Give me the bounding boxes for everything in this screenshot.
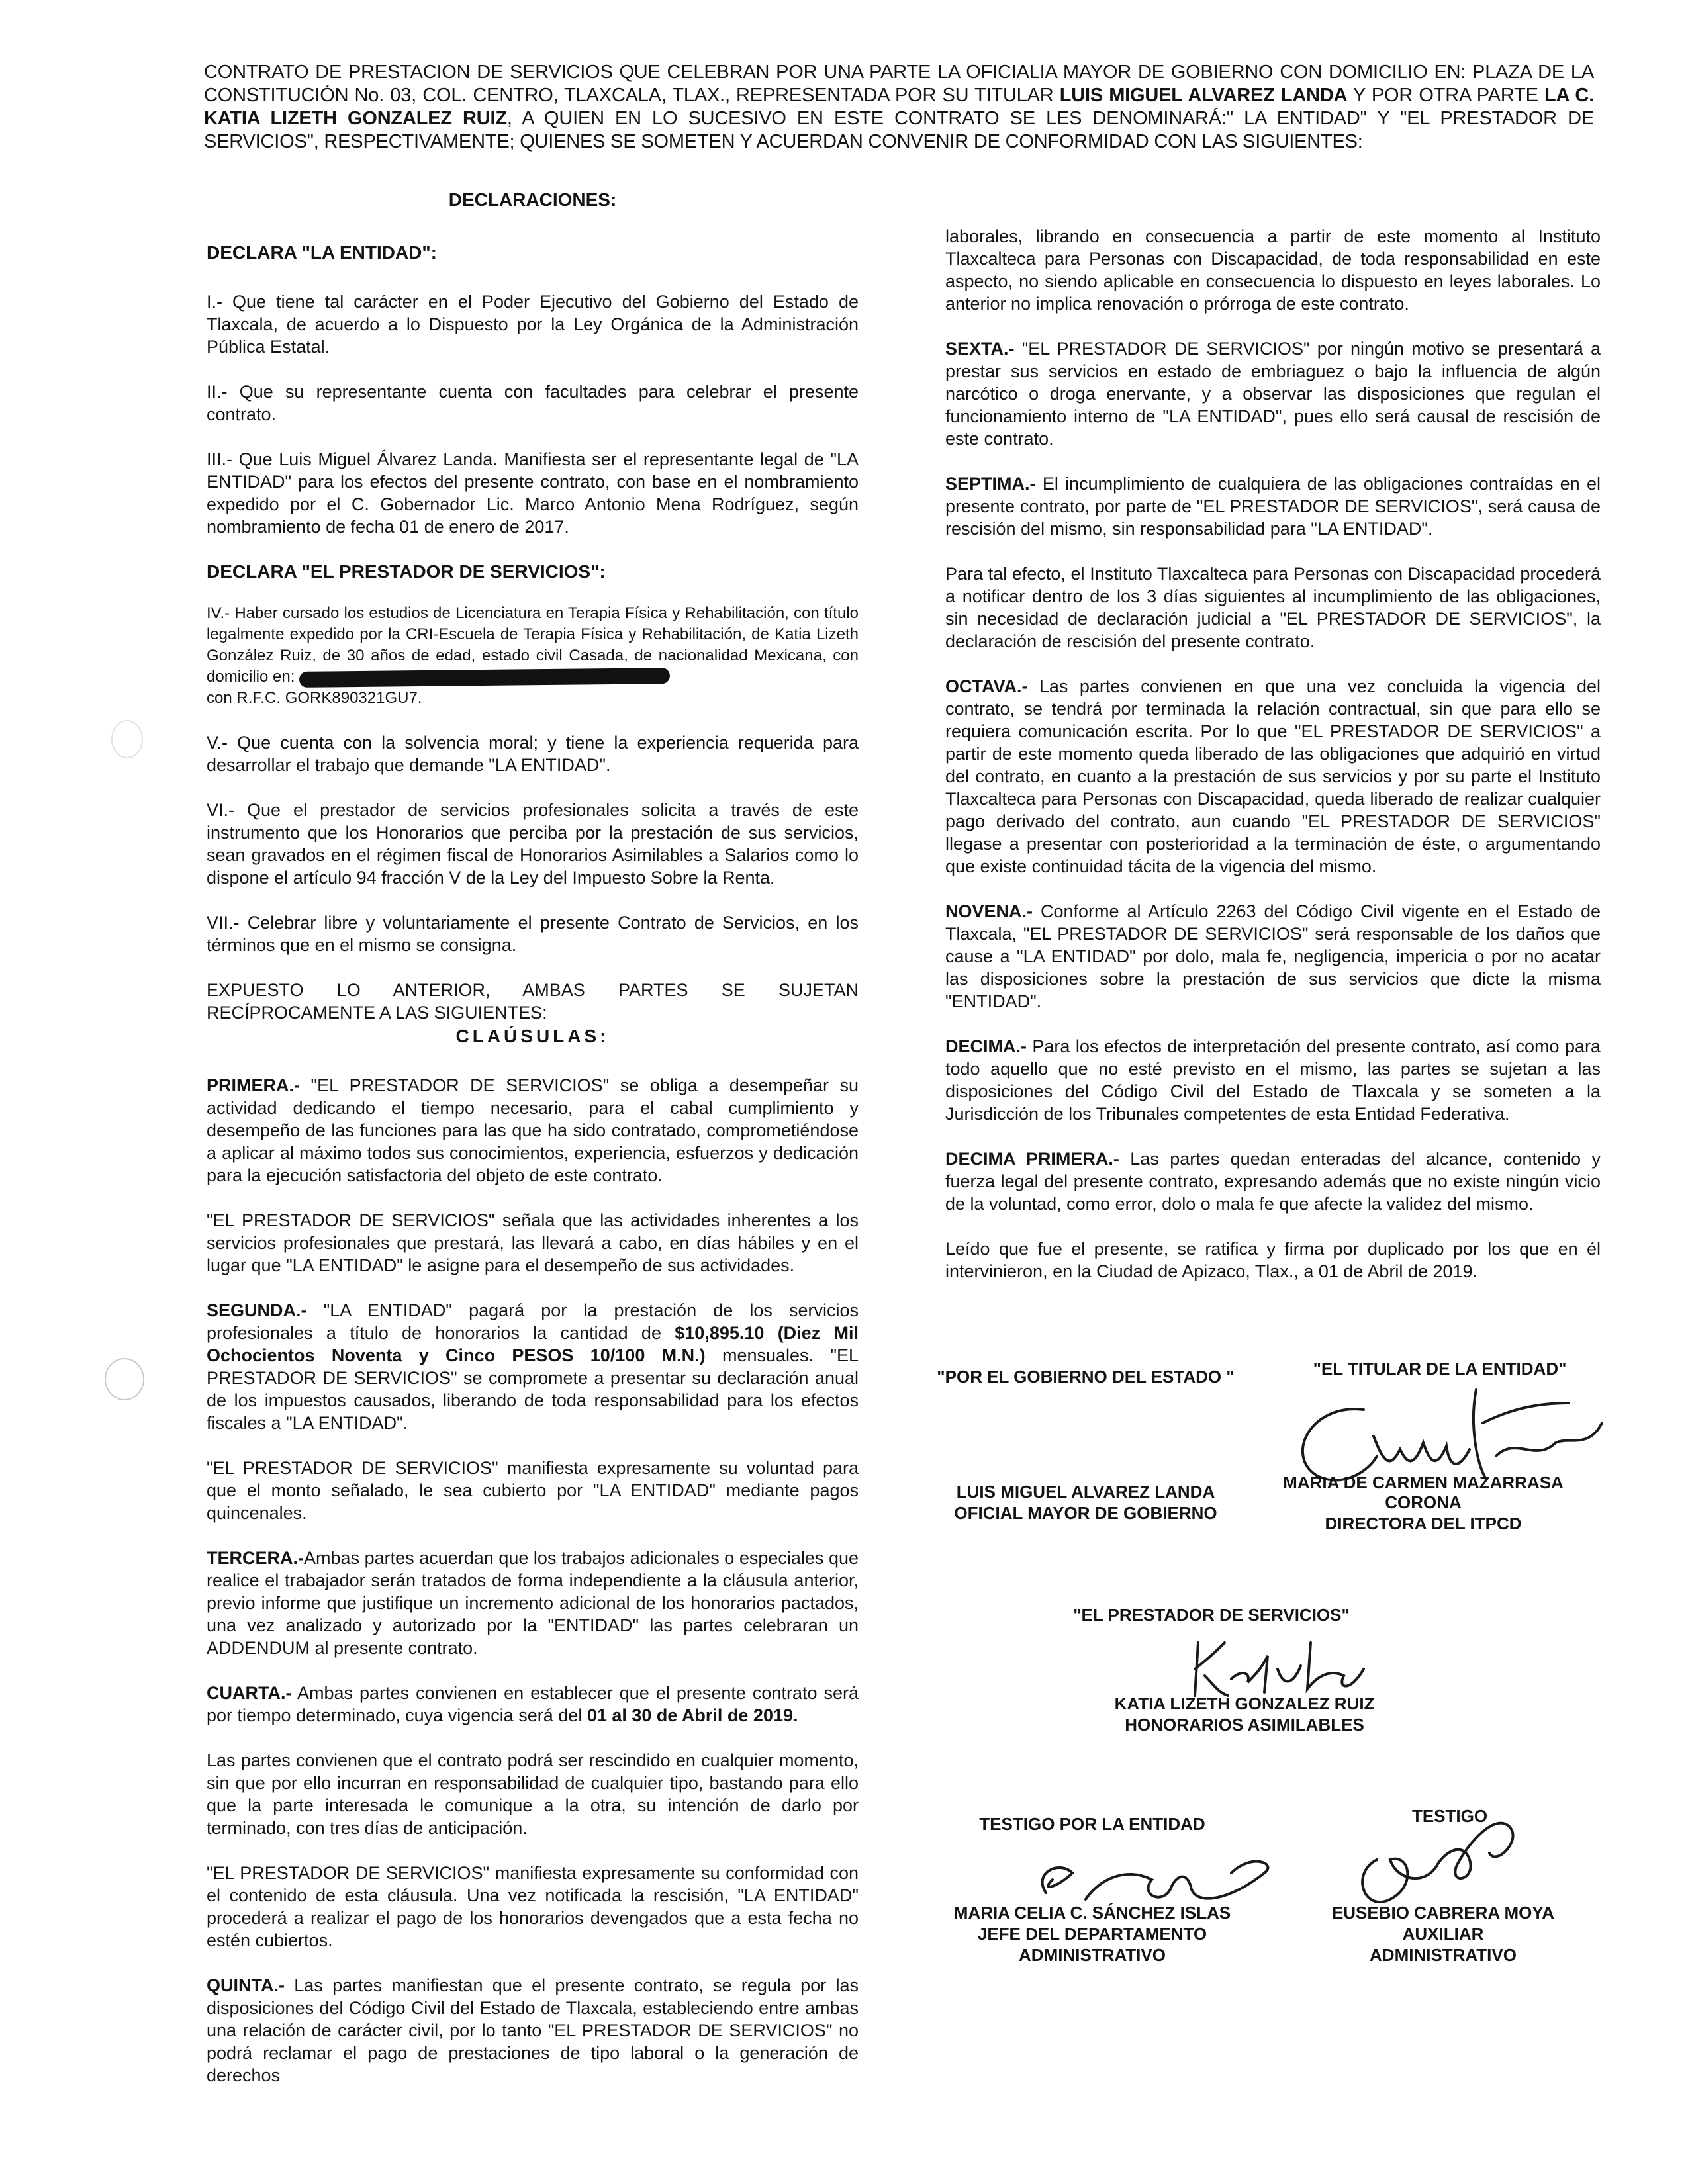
testigo-title: TESTIGO bbox=[1411, 1806, 1488, 1826]
clause-novena bbox=[945, 900, 1601, 1013]
testigo-entidad-role-2: ADMINISTRATIVO bbox=[1019, 1945, 1166, 1965]
left-column bbox=[207, 189, 859, 2109]
clause-quinta-text: Las partes manifiestan que el presente contrato, se regula por las disposiciones del Código Civil del Estado de Tlaxcala, estableciendo entre ambas una relación de carácter civil, por lo tanto "EL PRESTADOR DE SERVICIOS" no podrá reclamar el pago de prestaciones de tipo laboral o la generación de derechos bbox=[207, 1976, 859, 2085]
testigo-entidad-name: MARIA CELIA C. SÁNCHEZ ISLAS bbox=[953, 1903, 1231, 1923]
declaration-v: V.- Que cuenta con la solvencia moral; y tiene la experiencia requerida para desarrollar el trabajo que demande "LA ENTIDAD". bbox=[207, 733, 859, 775]
clause-octava-text: Las partes convienen en que una vez concluida la vigencia del contrato, se tendrá por terminada la relación contractual, sin que para ello se requiera comunicación escrita. Por lo que "EL PRESTADOR DE SERVICIOS" a partir de este momento queda liberado de las obligaciones que adquirió en virtud del contrato, en cuanto a la prestación de sus servicios y por su parte el Instituto Tlaxcalteca para Personas con Discapacidad, queda liberado de realizar cualquier pago derivado del contrato, aun cuando "EL PRESTADOR DE SERVICIOS" llegase a presentar con posterioridad a la terminación de éste, o argumentando que existe continuidad tácita de la vigencia del mismo. bbox=[945, 676, 1601, 876]
clause-tercera-text: Ambas partes acuerdan que los trabajos adicionales o especiales que realice el trabajador serán tratados de forma independiente a la cláusula anterior, previo informe que justifique un incremento adicional de los honorarios pactados, una vez analizado y autorizado por la "ENTIDAD" las partes celebraran un ADDENDUM al presente contrato. bbox=[207, 1548, 859, 1658]
clause-septima-2: Para tal efecto, el Instituto Tlaxcalteca para Personas con Discapacidad procederá a notificar dentro de los 3 días siguientes al incumplimiento de las obligaciones, sin necesidad de declaración judicial a "EL PRESTADOR DE SERVICIOS", la declaración de rescisión del presente contrato. bbox=[945, 564, 1601, 651]
testigo-signature bbox=[1337, 1800, 1536, 1919]
clause-septima-heading: SEPTIMA.- bbox=[945, 474, 1036, 494]
intro-representative: LUIS MIGUEL ALVAREZ LANDA bbox=[1059, 85, 1348, 106]
clause-decima bbox=[945, 1035, 1601, 1125]
right-column bbox=[945, 225, 1601, 1305]
intro-text: CONTRATO DE PRESTACION DE SERVICIOS QUE CELEBRAN POR UNA PARTE LA OFICIALIA MAYOR DE GOBIERNO CON DOMICILIO EN: PLAZA DE LA CONSTITUCIÓN No. 03, COL. CENTRO, TLAXCALA, TLAX., REPRESENTADA POR SU TITULAR bbox=[204, 62, 1594, 106]
gobierno-signature-role: OFICIAL MAYOR DE GOBIERNO bbox=[954, 1503, 1217, 1523]
clause-segunda-text: mensuales. "EL PRESTADOR DE SERVICIOS" se compromete a presentar su declaración anual de los impuestos causados, liberando de toda responsabilidad para los efectos fiscales a "LA ENTIDAD". bbox=[207, 1345, 859, 1433]
declaration-iv-text: IV.- Haber cursado los estudios de Licenciatura en Terapia Física y Rehabilitación, con título legalmente expedido por la CRI-Escuela de Terapia Física y Rehabilitación, de Katia Lizeth González Ruiz, de 30 años de edad, estado civil Casada, de nacionalidad Mexicana, con domicilio en: bbox=[207, 604, 859, 686]
testigo-entidad-title: TESTIGO POR LA ENTIDAD bbox=[979, 1814, 1205, 1834]
clause-tercera-heading: TERCERA.- bbox=[207, 1548, 304, 1568]
declaration-vii: VII.- Celebrar libre y voluntariamente el presente Contrato de Servicios, en los términos que en el mismo se consigna. bbox=[207, 913, 859, 955]
clause-cuarta bbox=[207, 1682, 859, 1727]
clause-septima bbox=[945, 473, 1601, 540]
gobierno-signature-name: LUIS MIGUEL ALVAREZ LANDA bbox=[956, 1482, 1215, 1502]
prestador-signature-title: "EL PRESTADOR DE SERVICIOS" bbox=[1073, 1605, 1350, 1625]
clause-sexta-heading: SEXTA.- bbox=[945, 339, 1015, 359]
clause-cuarta-3: "EL PRESTADOR DE SERVICIOS" manifiesta expresamente su conformidad con el contenido de esta cláusula. Una vez notificada la rescisión, "LA ENTIDAD" procederá a realizar el pago de los honorarios devengados que a esta fecha no estén cubiertos. bbox=[207, 1863, 859, 1950]
clause-segunda-heading: SEGUNDA.- bbox=[207, 1300, 307, 1320]
clausulas-heading: CLAÚSULAS: bbox=[455, 1026, 610, 1046]
titular-signature-name-2: CORONA bbox=[1385, 1492, 1462, 1512]
clause-quinta bbox=[207, 1974, 859, 2087]
clause-tercera bbox=[207, 1547, 859, 1659]
punch-hole-mark bbox=[105, 1358, 144, 1400]
clause-quinta-heading: QUINTA.- bbox=[207, 1976, 285, 1995]
clause-novena-heading: NOVENA.- bbox=[945, 901, 1033, 921]
clause-segunda bbox=[207, 1299, 859, 1434]
intro-provider: LA C. KATIA LIZETH GONZALEZ RUIZ bbox=[204, 85, 1594, 129]
clause-decima-text: Para los efectos de interpretación del presente contrato, así como para todo aquello que no esté previsto en el mismo, las partes se sujetan a las disposiciones del Código Civil del Estado de Tlaxcala y se someten a la Jurisdicción de los Tribunales competentes de esta Entidad Federativa. bbox=[945, 1036, 1601, 1124]
clause-primera-heading: PRIMERA.- bbox=[207, 1075, 300, 1095]
intro-text: , A QUIEN EN LO SUCESIVO EN ESTE CONTRATO SE LES DENOMINARÁ:" LA ENTIDAD" Y "EL PRESTADOR DE SERVICIOS", RESPECTIVAMENTE; QUIENES SE SOMETEN Y ACUERDAN CONVENIR DE CONFORMIDAD CON LAS SIGUIENTES: bbox=[204, 108, 1594, 152]
clause-novena-text: Conforme al Artículo 2263 del Código Civil vigente en el Estado de Tlaxcala, "EL PRESTADOR DE SERVICIOS" será responsable de los daños que cause a "LA ENTIDAD" por dolo, mala fe, negligencia, impericia o por no acatar las disposiciones sobre la prestación de sus servicios que dicte la misma "ENTIDAD". bbox=[945, 901, 1601, 1011]
signing-statement: Leído que fue el presente, se ratifica y firma por duplicado por los que en él intervinieron, en la Ciudad de Apizaco, Tlax., a 01 de Abril de 2019. bbox=[945, 1239, 1601, 1281]
declara-prestador-heading: DECLARA "EL PRESTADOR DE SERVICIOS": bbox=[207, 561, 606, 582]
declaration-vi: VI.- Que el prestador de servicios profesionales solicita a través de este instrumento que los Honorarios que perciba por la prestación de sus servicios, sean gravados en el régimen fiscal de Honorarios Asimilables a Salarios como lo dispone el artículo 94 fracción V de la Ley del Impuesto Sobre la Renta. bbox=[207, 800, 859, 887]
clause-segunda-amount: $10,895.10 (Diez Mil Ochocientos Noventa y Cinco PESOS 10/100 M.N.) bbox=[207, 1323, 859, 1365]
clause-primera-2: "EL PRESTADOR DE SERVICIOS" señala que las actividades inherentes a los servicios profesionales que prestará, las llevará a cabo, en días hábiles y en el lugar que "LA ENTIDAD" le asigne para el desempeño de sus actividades. bbox=[207, 1210, 859, 1275]
clause-cuarta-2: Las partes convienen que el contrato podrá ser rescindido en cualquier momento, sin que por ello incurran en responsabilidad de cualquier tipo, bastando para ello que la parte interesada le comunique a la otra, su intención de darlo por terminado, con tres días de anticipación. bbox=[207, 1751, 859, 1838]
declaration-ii: II.- Que su representante cuenta con facultades para celebrar el presente contrato. bbox=[207, 382, 859, 424]
prestador-signature-name: KATIA LIZETH GONZALEZ RUIZ bbox=[1114, 1694, 1375, 1713]
clause-quinta-continued: laborales, librando en consecuencia a partir de este momento al Instituto Tlaxcalteca para Personas con Discapacidad, de toda responsabilidad en este aspecto, no siendo aplicable en consecuencia lo dispuesto en leyes laborales. Lo anterior no implica renovación o prórroga de este contrato. bbox=[945, 226, 1601, 314]
titular-signature-name: MARIA DE CARMEN MAZARRASA bbox=[1283, 1473, 1564, 1492]
clause-segunda-text: "LA ENTIDAD" pagará por la prestación de los servicios profesionales a título de honorarios la cantidad de bbox=[207, 1300, 859, 1343]
clause-sexta bbox=[945, 338, 1601, 450]
declaration-iv-rfc: con R.F.C. GORK890321GU7. bbox=[207, 689, 422, 707]
testigo-name: EUSEBIO CABRERA MOYA bbox=[1331, 1903, 1555, 1923]
clause-primera-text: "EL PRESTADOR DE SERVICIOS" se obliga a desempeñar su actividad dedicando el tiempo necesario, para el cabal cumplimiento y desempeño de las funciones para las que ha sido contratado, comprometiéndose a aplicar al máximo todos sus conocimientos, experiencia, esfuerzos y dedicación para la ejecución satisfactoria del objeto de este contrato. bbox=[207, 1075, 859, 1185]
redacted-address bbox=[299, 668, 670, 688]
clause-decima-primera-text: Las partes quedan enteradas del alcance, contenido y fuerza legal del presente contrato, expresando además que no existe ningún vicio de la voluntad, como error, dolo o mala fe que afecte la validez del mismo. bbox=[945, 1149, 1601, 1214]
prestador-signature-role: HONORARIOS ASIMILABLES bbox=[1125, 1715, 1364, 1735]
clause-cuarta-dates: 01 al 30 de Abril de 2019. bbox=[586, 1706, 798, 1725]
clause-cuarta-text: Ambas partes convienen en establecer que el presente contrato será por tiempo determinado, cuya vigencia será del bbox=[207, 1683, 859, 1725]
intro-text: Y POR OTRA PARTE bbox=[1347, 85, 1544, 106]
declaration-iii: III.- Que Luis Miguel Álvarez Landa. Manifiesta ser el representante legal de "LA ENTIDAD" para los efectos del presente contrato, con base en el nombramiento expedido por el C. Gobernador Lic. Marco Antonio Mena Rodríguez, según nombramiento de fecha 01 de enero de 2017. bbox=[207, 449, 859, 537]
clause-decima-heading: DECIMA.- bbox=[945, 1036, 1027, 1056]
titular-signature-role: DIRECTORA DEL ITPCD bbox=[1325, 1514, 1522, 1533]
gobierno-signature-title: "POR EL GOBIERNO DEL ESTADO " bbox=[937, 1367, 1235, 1387]
testigo-entidad-role: JEFE DEL DEPARTAMENTO bbox=[977, 1924, 1207, 1944]
clause-segunda-2: "EL PRESTADOR DE SERVICIOS" manifiesta expresamente su voluntad para que el monto señalado, le sea cubierto por "LA ENTIDAD" mediante pagos quincenales. bbox=[207, 1458, 859, 1523]
clause-decima-primera-heading: DECIMA PRIMERA.- bbox=[945, 1149, 1119, 1169]
titular-signature-title: "EL TITULAR DE LA ENTIDAD" bbox=[1313, 1359, 1567, 1379]
expuesto-paragraph: EXPUESTO LO ANTERIOR, AMBAS PARTES SE SUJETAN RECÍPROCAMENTE A LAS SIGUIENTES: bbox=[207, 980, 859, 1023]
clause-decima-primera bbox=[945, 1148, 1601, 1215]
contract-intro bbox=[204, 61, 1594, 154]
clause-cuarta-heading: CUARTA.- bbox=[207, 1683, 292, 1703]
punch-hole-mark bbox=[111, 720, 143, 758]
clause-octava bbox=[945, 675, 1601, 878]
clause-septima-text: El incumplimiento de cualquiera de las obligaciones contraídas en el presente contrato, por parte de "EL PRESTADOR DE SERVICIOS", será causa de rescisión del mismo, sin responsabilidad para "LA ENTIDAD". bbox=[945, 474, 1601, 539]
clause-primera bbox=[207, 1074, 859, 1187]
clause-octava-heading: OCTAVA.- bbox=[945, 676, 1028, 696]
declaration-i: I.- Que tiene tal carácter en el Poder Ejecutivo del Gobierno del Estado de Tlaxcala, de acuerdo a lo Dispuesto por la Ley Orgánica de la Administración Pública Estatal. bbox=[207, 292, 859, 357]
clause-sexta-text: "EL PRESTADOR DE SERVICIOS" por ningún motivo se presentará a prestar sus servicios en estado de embriaguez o bajo la influencia de algún narcótico o droga enervante, y a observar las disposiciones que regulan el funcionamiento interno de "LA ENTIDAD", pues ello será causal de rescisión de este contrato. bbox=[945, 339, 1601, 449]
declaraciones-heading: DECLARACIONES: bbox=[448, 189, 617, 210]
declaration-iv bbox=[207, 603, 859, 709]
declara-entidad-heading: DECLARA "LA ENTIDAD": bbox=[207, 242, 438, 263]
testigo-role: AUXILIAR ADMINISTRATIVO bbox=[1370, 1924, 1517, 1965]
